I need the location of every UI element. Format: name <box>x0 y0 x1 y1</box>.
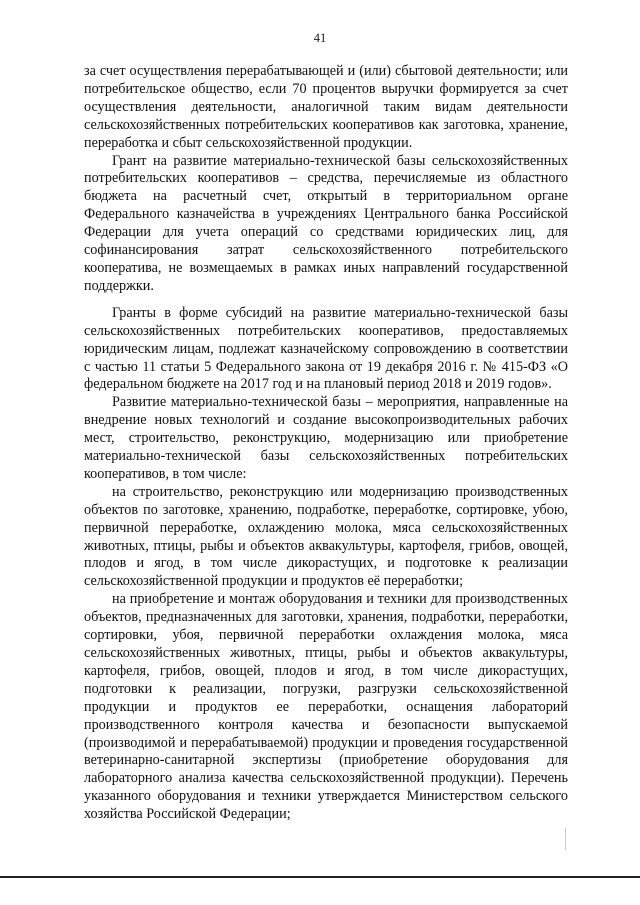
paragraph-construction-item: на строительство, реконструкцию или модернизацию производственных объектов по заготовке, хранению, подработке, переработке, сортировке, убою, первичной переработке, охлаждению молока, мяса сельскохозяйственных животных, птицы, рыбы и объектов аквакультуры, картофеля, грибов, овощей, плодов и ягод, в том числе дикорастущих, и подготовке к реализации сельскохозяйственной продукции и продуктов её переработки; <box>84 483 568 590</box>
paragraph-continuation: за счет осуществления перерабатывающей и (или) сбытовой деятельности; или потребительское общество, если 70 процентов выручки формируется за счет осуществления деятельности, аналогичной таким видам деятельности сельскохозяйственных потребительских кооперативов как заготовка, хранение, переработка и сбыт сельскохозяйственной продукции. <box>84 63 568 151</box>
document-body <box>84 63 568 824</box>
paragraph-development-definition: Развитие материально-технической базы – мероприятия, направленные на внедрение новых технологий и создание высокопроизводительных рабочих мест, строительство, реконструкцию, модернизацию или приобретение материально-технической базы сельскохозяйственных потребительских кооперативов, в том числе: <box>84 394 568 482</box>
scan-edge-line <box>0 876 640 878</box>
paragraph-grant-definition: Грант на развитие материально-технической базы сельскохозяйственных потребительских кооперативов – средства, перечисляемые из областного бюджета на расчетный счет, открытый в территориальном органе Федерального казначейства в учреждениях Центрального банка Российской Федерации для учета операций со средствами юридических лиц, для софинансирования затрат сельскохозяйственного потребительского кооператива, не возмещаемых в рамках иных направлений государственной поддержки. <box>84 152 568 294</box>
page-number: 41 <box>313 31 327 45</box>
paragraph-treasury-support: Гранты в форме субсидий на развитие материально-технической базы сельскохозяйственных потребительских кооперативов, предоставляемых юридическим лицам, подлежат казначейскому сопровождению в соответствии с частью 11 статьи 5 Федерального закона от 19 декабря 2016 г. № 415-ФЗ «О федеральном бюджете на 2017 год и на плановый период 2018 и 2019 годов». <box>84 304 568 393</box>
scan-artifact <box>565 828 566 850</box>
paragraph-equipment-item: на приобретение и монтаж оборудования и техники для производственных объектов, предназначенных для заготовки, хранения, подработки, переработки, сортировки, убоя, первичной переработки охлаждения молока, мяса сельскохозяйственных животных, птицы, рыбы и объектов аквакультуры, картофеля, грибов, овощей, плодов и ягод, в том числе дикорастущих, подготовки к реализации, погрузки, разгрузки сельскохозяйственной продукции и продуктов ее переработки, оснащения лабораторий производственного контроля качества и безопасности выпускаемой (производимой и перерабатываемой) продукции и проведения государственной ветеринарно-санитарной экспертизы (приобретение оборудования для лабораторного анализа качества сельскохозяйственной продукции). Перечень указанного оборудования и техники утверждается Министерством сельского хозяйства Российской Федерации; <box>84 591 568 823</box>
